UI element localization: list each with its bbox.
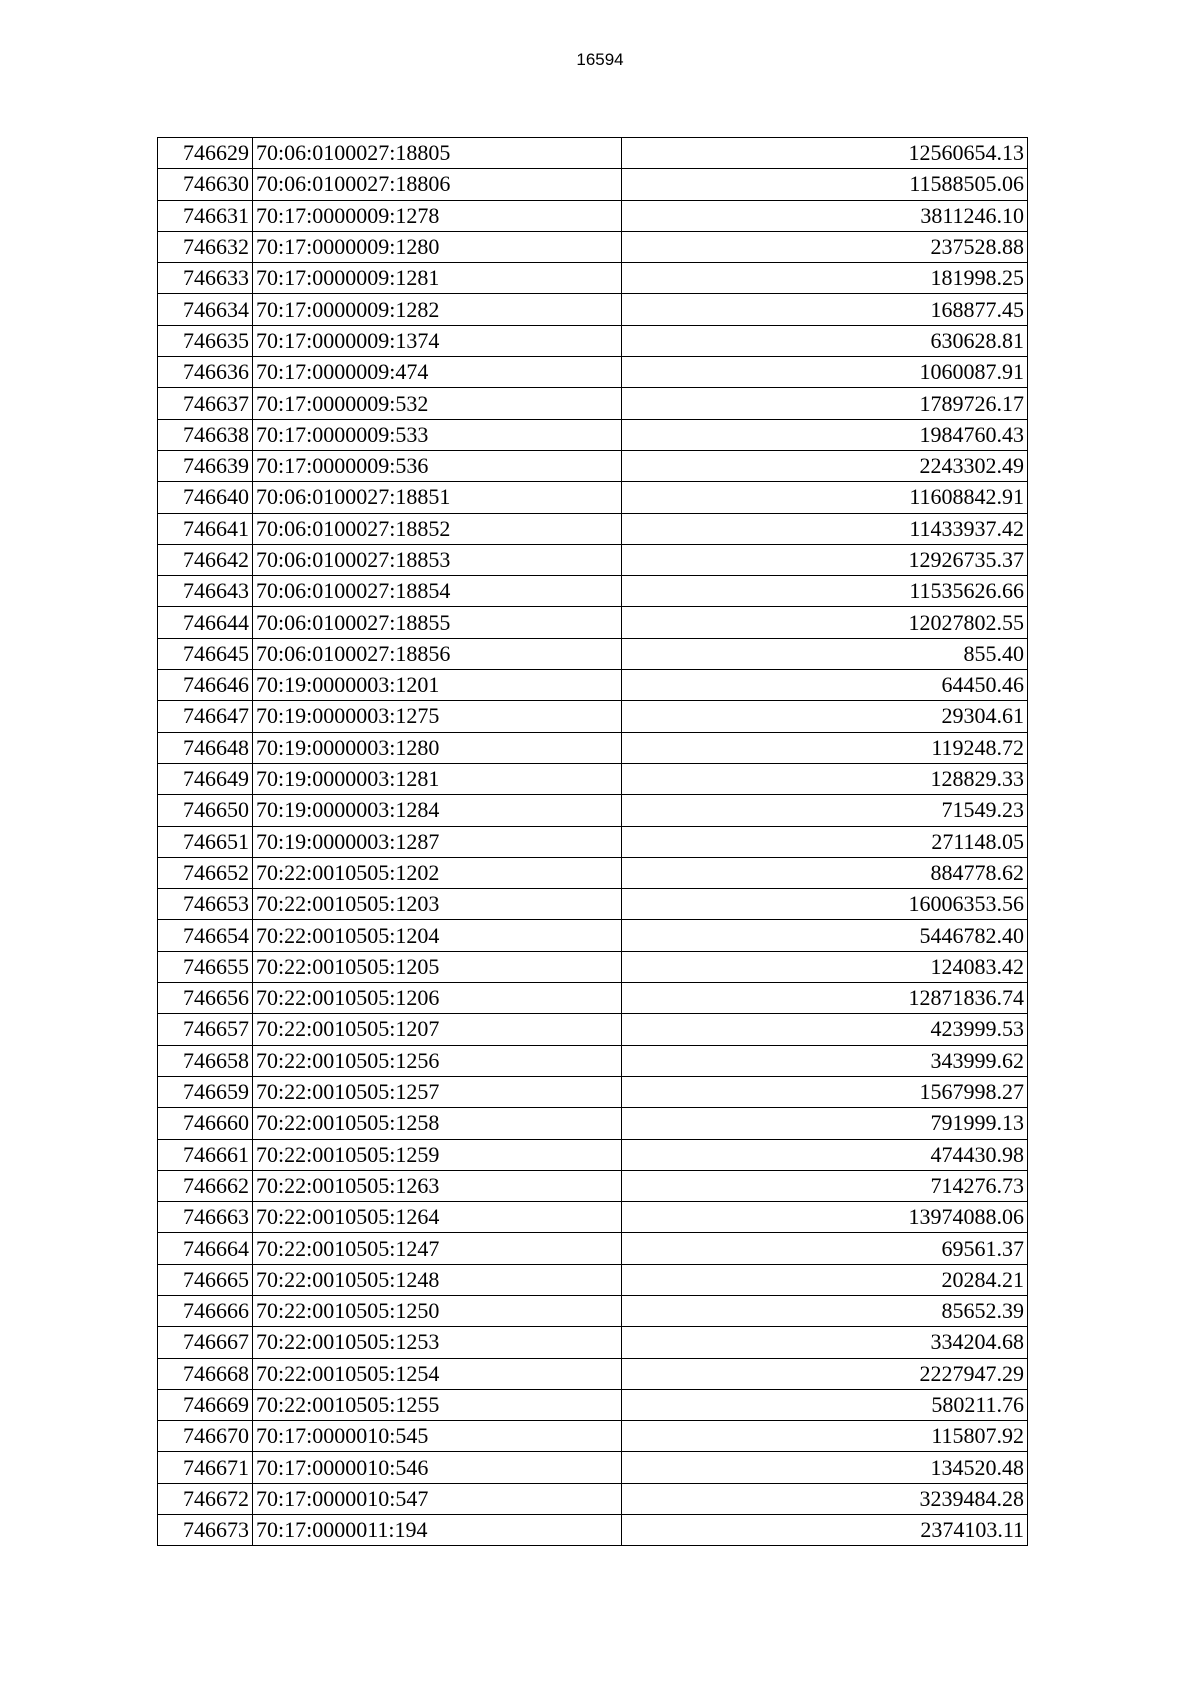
row-number-cell: 746648	[158, 732, 253, 763]
table-row	[158, 1515, 1028, 1546]
row-number-cell: 746634	[158, 294, 253, 325]
cadastral-number-cell: 70:22:0010505:1247	[253, 1233, 622, 1264]
cadastral-value-table	[157, 137, 1028, 1546]
cadastral-value-cell: 124083.42	[622, 951, 1028, 982]
cadastral-value-cell: 168877.45	[622, 294, 1028, 325]
cadastral-value-cell: 1789726.17	[622, 388, 1028, 419]
cadastral-number-cell: 70:17:0000011:194	[253, 1515, 622, 1546]
cadastral-number-cell: 70:17:0000009:532	[253, 388, 622, 419]
table-row	[158, 450, 1028, 481]
table-row	[158, 1483, 1028, 1514]
cadastral-number-cell: 70:17:0000009:533	[253, 419, 622, 450]
cadastral-value-cell: 271148.05	[622, 826, 1028, 857]
table-row	[158, 826, 1028, 857]
cadastral-value-cell: 1567998.27	[622, 1076, 1028, 1107]
row-number-cell: 746642	[158, 544, 253, 575]
cadastral-value-cell: 12871836.74	[622, 983, 1028, 1014]
cadastral-value-cell: 85652.39	[622, 1295, 1028, 1326]
table-row	[158, 920, 1028, 951]
cadastral-number-cell: 70:22:0010505:1207	[253, 1014, 622, 1045]
row-number-cell: 746643	[158, 576, 253, 607]
table-row	[158, 1202, 1028, 1233]
table-row	[158, 388, 1028, 419]
cadastral-number-cell: 70:17:0000009:1280	[253, 231, 622, 262]
cadastral-value-cell: 474430.98	[622, 1139, 1028, 1170]
table-row	[158, 795, 1028, 826]
row-number-cell: 746669	[158, 1389, 253, 1420]
table-row	[158, 701, 1028, 732]
cadastral-value-cell: 237528.88	[622, 231, 1028, 262]
cadastral-value-cell: 13974088.06	[622, 1202, 1028, 1233]
cadastral-value-cell: 20284.21	[622, 1264, 1028, 1295]
row-number-cell: 746632	[158, 231, 253, 262]
table-body	[158, 138, 1028, 1546]
table-row	[158, 983, 1028, 1014]
row-number-cell: 746659	[158, 1076, 253, 1107]
cadastral-number-cell: 70:22:0010505:1203	[253, 889, 622, 920]
cadastral-number-cell: 70:19:0000003:1287	[253, 826, 622, 857]
row-number-cell: 746653	[158, 889, 253, 920]
cadastral-number-cell: 70:22:0010505:1254	[253, 1358, 622, 1389]
cadastral-value-cell: 115807.92	[622, 1421, 1028, 1452]
cadastral-value-cell: 714276.73	[622, 1170, 1028, 1201]
table-row	[158, 732, 1028, 763]
row-number-cell: 746668	[158, 1358, 253, 1389]
cadastral-number-cell: 70:22:0010505:1257	[253, 1076, 622, 1107]
row-number-cell: 746637	[158, 388, 253, 419]
cadastral-number-cell: 70:17:0000010:547	[253, 1483, 622, 1514]
cadastral-value-cell: 343999.62	[622, 1045, 1028, 1076]
row-number-cell: 746640	[158, 482, 253, 513]
cadastral-number-cell: 70:17:0000009:474	[253, 357, 622, 388]
cadastral-number-cell: 70:22:0010505:1250	[253, 1295, 622, 1326]
table-row	[158, 200, 1028, 231]
cadastral-number-cell: 70:22:0010505:1206	[253, 983, 622, 1014]
cadastral-value-cell: 16006353.56	[622, 889, 1028, 920]
table-row	[158, 763, 1028, 794]
table-row	[158, 576, 1028, 607]
row-number-cell: 746670	[158, 1421, 253, 1452]
row-number-cell: 746629	[158, 138, 253, 169]
table-row	[158, 857, 1028, 888]
cadastral-number-cell: 70:19:0000003:1201	[253, 670, 622, 701]
table-row	[158, 325, 1028, 356]
row-number-cell: 746633	[158, 263, 253, 294]
row-number-cell: 746652	[158, 857, 253, 888]
row-number-cell: 746635	[158, 325, 253, 356]
cadastral-number-cell: 70:17:0000010:546	[253, 1452, 622, 1483]
table-row	[158, 357, 1028, 388]
row-number-cell: 746651	[158, 826, 253, 857]
cadastral-number-cell: 70:22:0010505:1205	[253, 951, 622, 982]
table-row	[158, 1358, 1028, 1389]
row-number-cell: 746662	[158, 1170, 253, 1201]
cadastral-number-cell: 70:06:0100027:18852	[253, 513, 622, 544]
table-row	[158, 1170, 1028, 1201]
row-number-cell: 746639	[158, 450, 253, 481]
cadastral-number-cell: 70:19:0000003:1284	[253, 795, 622, 826]
cadastral-value-cell: 3239484.28	[622, 1483, 1028, 1514]
row-number-cell: 746631	[158, 200, 253, 231]
table-row	[158, 544, 1028, 575]
table-row	[158, 638, 1028, 669]
cadastral-number-cell: 70:22:0010505:1253	[253, 1327, 622, 1358]
cadastral-number-cell: 70:19:0000003:1280	[253, 732, 622, 763]
table-row	[158, 1389, 1028, 1420]
table-row	[158, 263, 1028, 294]
cadastral-value-cell: 12560654.13	[622, 138, 1028, 169]
cadastral-value-cell: 12027802.55	[622, 607, 1028, 638]
table-row	[158, 1264, 1028, 1295]
cadastral-value-cell: 2374103.11	[622, 1515, 1028, 1546]
cadastral-value-cell: 334204.68	[622, 1327, 1028, 1358]
row-number-cell: 746661	[158, 1139, 253, 1170]
row-number-cell: 746641	[158, 513, 253, 544]
cadastral-number-cell: 70:17:0000009:536	[253, 450, 622, 481]
cadastral-value-cell: 12926735.37	[622, 544, 1028, 575]
table-row	[158, 482, 1028, 513]
cadastral-value-cell: 423999.53	[622, 1014, 1028, 1045]
cadastral-value-cell: 5446782.40	[622, 920, 1028, 951]
cadastral-number-cell: 70:22:0010505:1255	[253, 1389, 622, 1420]
cadastral-number-cell: 70:17:0000009:1374	[253, 325, 622, 356]
row-number-cell: 746663	[158, 1202, 253, 1233]
table-row	[158, 670, 1028, 701]
row-number-cell: 746645	[158, 638, 253, 669]
cadastral-value-cell: 884778.62	[622, 857, 1028, 888]
cadastral-value-cell: 11535626.66	[622, 576, 1028, 607]
table-row	[158, 1295, 1028, 1326]
cadastral-number-cell: 70:22:0010505:1248	[253, 1264, 622, 1295]
table-row	[158, 1108, 1028, 1139]
row-number-cell: 746664	[158, 1233, 253, 1264]
row-number-cell: 746673	[158, 1515, 253, 1546]
cadastral-number-cell: 70:17:0000009:1282	[253, 294, 622, 325]
row-number-cell: 746646	[158, 670, 253, 701]
table-row	[158, 1327, 1028, 1358]
table-row	[158, 513, 1028, 544]
cadastral-number-cell: 70:19:0000003:1275	[253, 701, 622, 732]
row-number-cell: 746672	[158, 1483, 253, 1514]
cadastral-value-cell: 29304.61	[622, 701, 1028, 732]
row-number-cell: 746647	[158, 701, 253, 732]
row-number-cell: 746644	[158, 607, 253, 638]
cadastral-number-cell: 70:17:0000009:1281	[253, 263, 622, 294]
cadastral-value-cell: 2243302.49	[622, 450, 1028, 481]
table-row	[158, 231, 1028, 262]
row-number-cell: 746638	[158, 419, 253, 450]
cadastral-number-cell: 70:06:0100027:18853	[253, 544, 622, 575]
row-number-cell: 746671	[158, 1452, 253, 1483]
table-row	[158, 1421, 1028, 1452]
row-number-cell: 746658	[158, 1045, 253, 1076]
cadastral-number-cell: 70:06:0100027:18806	[253, 169, 622, 200]
row-number-cell: 746660	[158, 1108, 253, 1139]
cadastral-number-cell: 70:22:0010505:1263	[253, 1170, 622, 1201]
cadastral-number-cell: 70:22:0010505:1202	[253, 857, 622, 888]
cadastral-value-cell: 855.40	[622, 638, 1028, 669]
row-number-cell: 746665	[158, 1264, 253, 1295]
cadastral-number-cell: 70:17:0000009:1278	[253, 200, 622, 231]
cadastral-value-cell: 2227947.29	[622, 1358, 1028, 1389]
cadastral-value-cell: 630628.81	[622, 325, 1028, 356]
row-number-cell: 746649	[158, 763, 253, 794]
cadastral-value-cell: 580211.76	[622, 1389, 1028, 1420]
cadastral-value-cell: 119248.72	[622, 732, 1028, 763]
cadastral-value-cell: 181998.25	[622, 263, 1028, 294]
cadastral-value-cell: 1060087.91	[622, 357, 1028, 388]
cadastral-number-cell: 70:22:0010505:1264	[253, 1202, 622, 1233]
cadastral-number-cell: 70:22:0010505:1204	[253, 920, 622, 951]
table-row	[158, 1076, 1028, 1107]
row-number-cell: 746656	[158, 983, 253, 1014]
row-number-cell: 746655	[158, 951, 253, 982]
table-row	[158, 138, 1028, 169]
table-row	[158, 889, 1028, 920]
cadastral-number-cell: 70:17:0000010:545	[253, 1421, 622, 1452]
cadastral-number-cell: 70:06:0100027:18856	[253, 638, 622, 669]
page-number: 16594	[576, 50, 624, 69]
cadastral-value-cell: 128829.33	[622, 763, 1028, 794]
cadastral-number-cell: 70:06:0100027:18805	[253, 138, 622, 169]
table-row	[158, 169, 1028, 200]
row-number-cell: 746630	[158, 169, 253, 200]
table-row	[158, 607, 1028, 638]
table-row	[158, 1233, 1028, 1264]
cadastral-number-cell: 70:06:0100027:18851	[253, 482, 622, 513]
table-row	[158, 951, 1028, 982]
cadastral-number-cell: 70:06:0100027:18855	[253, 607, 622, 638]
cadastral-number-cell: 70:06:0100027:18854	[253, 576, 622, 607]
cadastral-value-cell: 11433937.42	[622, 513, 1028, 544]
table-row	[158, 1014, 1028, 1045]
cadastral-number-cell: 70:22:0010505:1256	[253, 1045, 622, 1076]
table-row	[158, 294, 1028, 325]
cadastral-value-cell: 791999.13	[622, 1108, 1028, 1139]
table-row	[158, 1139, 1028, 1170]
cadastral-value-cell: 3811246.10	[622, 200, 1028, 231]
cadastral-number-cell: 70:22:0010505:1259	[253, 1139, 622, 1170]
row-number-cell: 746654	[158, 920, 253, 951]
row-number-cell: 746657	[158, 1014, 253, 1045]
row-number-cell: 746667	[158, 1327, 253, 1358]
cadastral-value-cell: 71549.23	[622, 795, 1028, 826]
cadastral-value-cell: 1984760.43	[622, 419, 1028, 450]
cadastral-value-cell: 134520.48	[622, 1452, 1028, 1483]
table-row	[158, 1452, 1028, 1483]
table-row	[158, 419, 1028, 450]
cadastral-number-cell: 70:22:0010505:1258	[253, 1108, 622, 1139]
row-number-cell: 746650	[158, 795, 253, 826]
cadastral-value-cell: 11588505.06	[622, 169, 1028, 200]
row-number-cell: 746666	[158, 1295, 253, 1326]
table-row	[158, 1045, 1028, 1076]
cadastral-number-cell: 70:19:0000003:1281	[253, 763, 622, 794]
cadastral-value-cell: 11608842.91	[622, 482, 1028, 513]
cadastral-value-cell: 64450.46	[622, 670, 1028, 701]
row-number-cell: 746636	[158, 357, 253, 388]
cadastral-value-cell: 69561.37	[622, 1233, 1028, 1264]
